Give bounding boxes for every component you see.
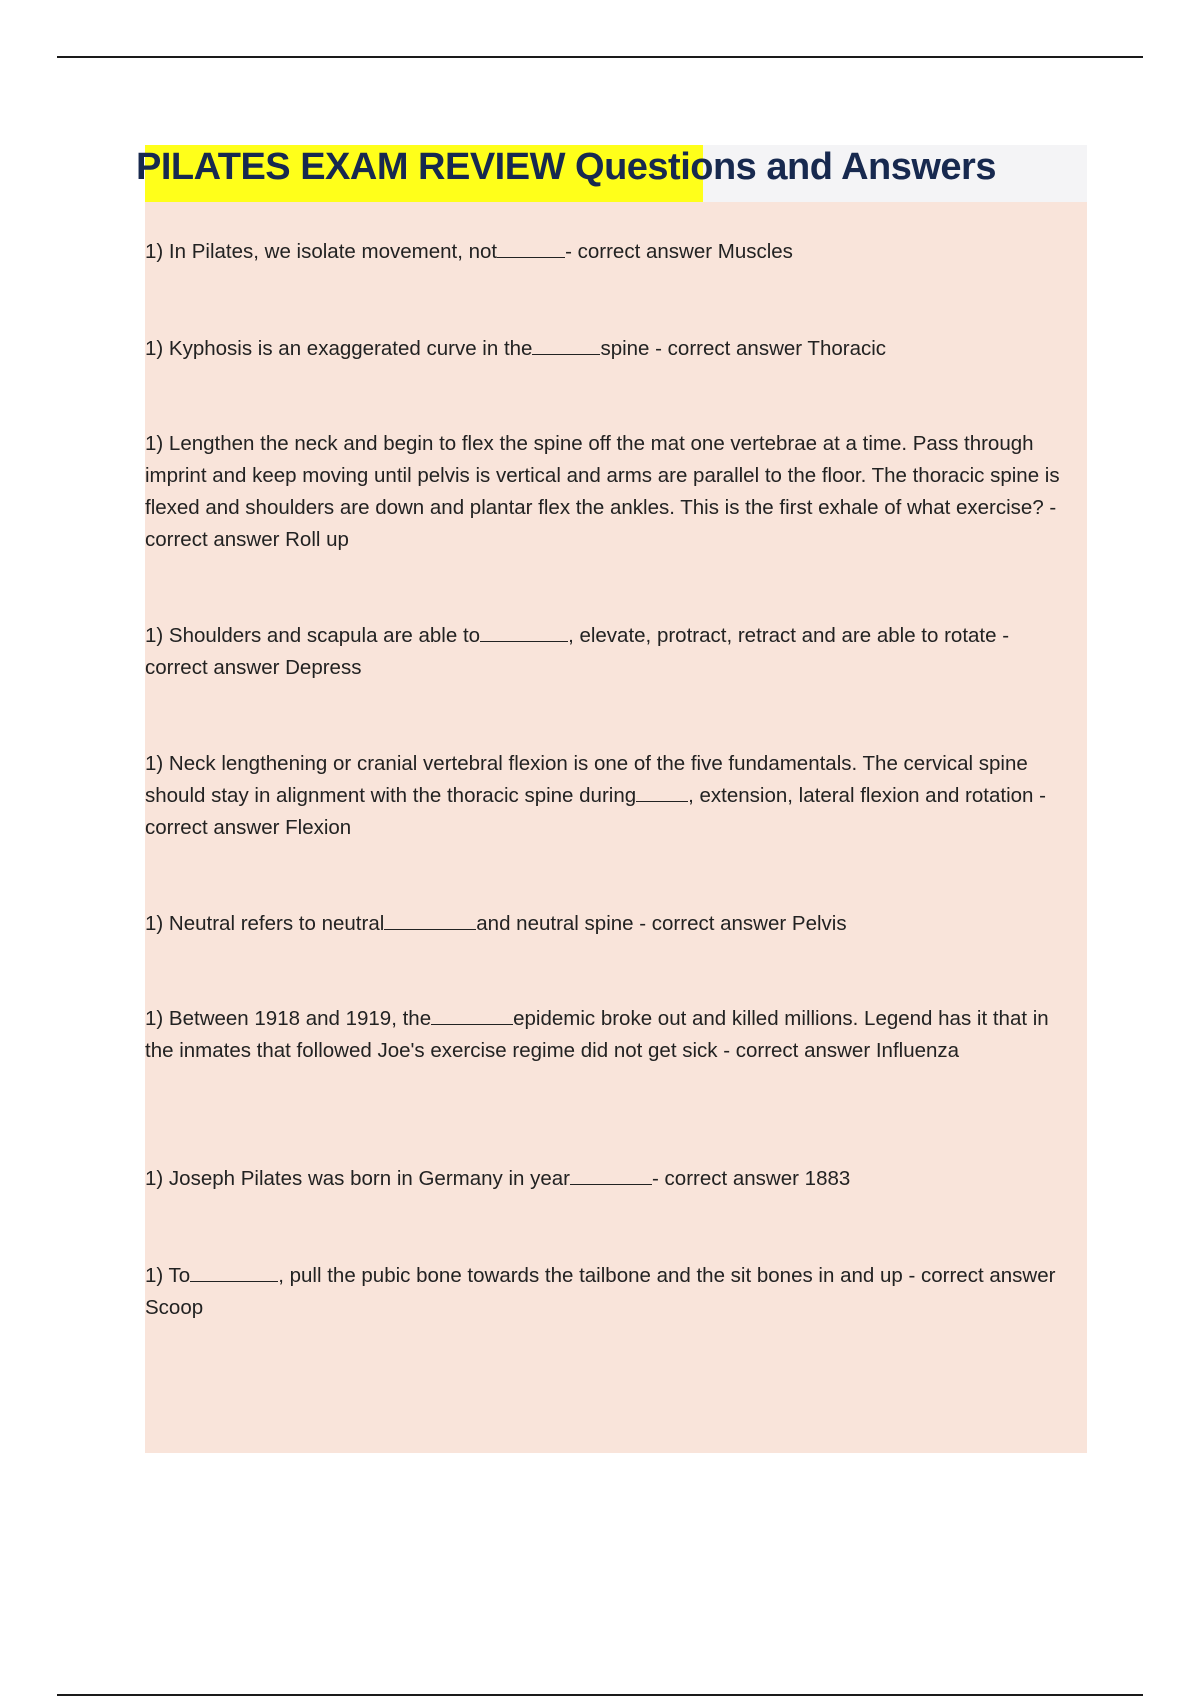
answer-blank — [532, 334, 600, 355]
question-text: 1) Joseph Pilates was born in Germany in year — [145, 1167, 571, 1190]
qa-item — [145, 1260, 1075, 1324]
answer-blank — [431, 1004, 513, 1025]
answer-blank — [570, 1164, 652, 1185]
answer-blank — [480, 621, 568, 642]
qa-item — [145, 1003, 1075, 1067]
bottom-rule — [57, 1694, 1143, 1696]
question-text: 1) To — [145, 1264, 191, 1287]
qa-item — [145, 333, 1075, 365]
qa-item — [145, 748, 1075, 844]
answer-text: , pull the pubic bone towards the tailbone and the sit bones in and up - correct answer Scoop — [145, 1264, 1056, 1319]
answer-blank — [190, 1261, 278, 1282]
answer-text: and neutral spine - correct answer Pelvis — [476, 912, 847, 935]
qa-item — [145, 620, 1075, 684]
answer-text: epidemic broke out and killed millions. Legend has it that in the inmates that followed Joe's exercise regime did not get sick - correct answer Influenza — [145, 1007, 1049, 1062]
question-text: 1) Neutral refers to neutral — [145, 912, 385, 935]
answer-blank — [636, 781, 688, 802]
answer-blank — [497, 237, 565, 258]
qa-item — [145, 236, 1075, 268]
qa-item — [145, 1163, 1075, 1195]
document-title: PILATES EXAM REVIEW Questions and Answers — [136, 146, 996, 188]
question-text: 1) Shoulders and scapula are able to — [145, 624, 481, 647]
answer-text: spine - correct answer Thoracic — [600, 337, 887, 360]
qa-item — [145, 428, 1075, 556]
question-text: 1) Between 1918 and 1919, the — [145, 1007, 432, 1030]
answer-text: , elevate, protract, retract and are able to rotate - correct answer Depress — [145, 624, 1010, 679]
answer-text: , extension, lateral flexion and rotation - correct answer Flexion — [145, 784, 1046, 839]
answer-text: - correct answer Muscles — [565, 240, 793, 263]
question-text: 1) Lengthen the neck and begin to flex the spine off the mat one vertebrae at a time. Pass through imprint and keep moving until pelvis is vertical and arms are parallel to the floor. The thoracic spine is flexed and shoulders are down and plantar flex the ankles. This is the first exhale of what exercise? - correct answer Roll up — [145, 432, 1060, 551]
top-rule — [57, 56, 1143, 58]
answer-text: - correct answer 1883 — [652, 1167, 851, 1190]
answer-blank — [384, 909, 476, 930]
question-text: 1) Kyphosis is an exaggerated curve in the — [145, 337, 533, 360]
qa-item — [145, 908, 1075, 940]
question-text: 1) In Pilates, we isolate movement, not — [145, 240, 498, 263]
question-text: 1) Neck lengthening or cranial vertebral flexion is one of the five fundamentals. The cervical spine should stay in alignment with the thoracic spine during — [145, 752, 1028, 807]
